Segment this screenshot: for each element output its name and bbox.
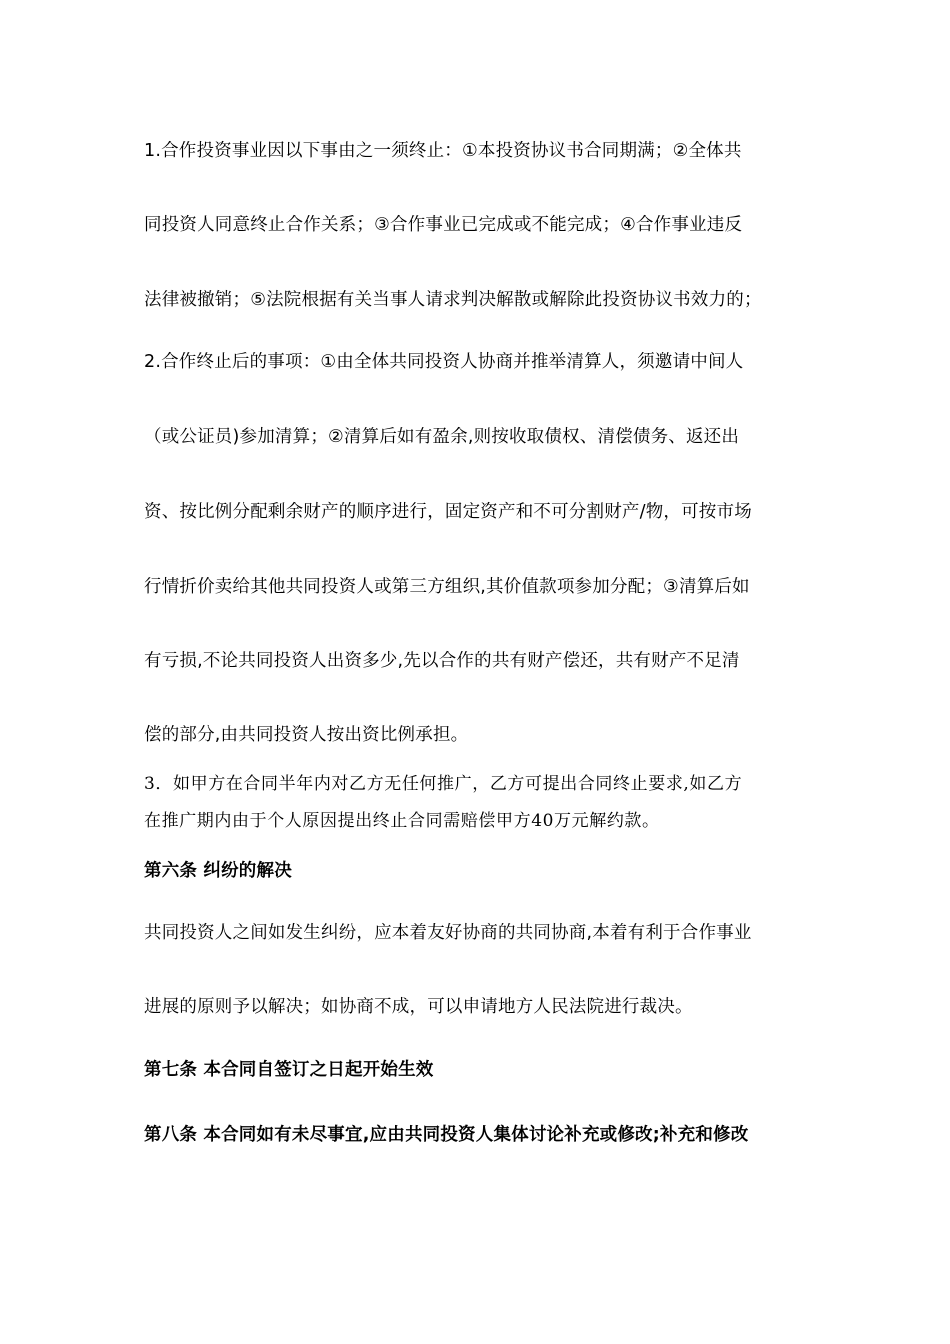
clause-5-item-2-line-4: 行情折价卖给其他共同投资人或第三方组织,其价值款项参加分配；③清算后如 [144,577,750,597]
article-6-body-line-2: 进展的原则予以解决；如协商不成，可以申请地方人民法院进行裁决。 [144,997,693,1017]
clause-5-item-2-line-6: 偿的部分,由共同投资人按出资比例承担。 [144,725,469,745]
clause-5-item-1-line-3: 法律被撤销；⑤法院根据有关当事人请求判决解散或解除此投资协议书效力的； [144,290,762,310]
clause-5-item-1-line-1: 1.合作投资事业因以下事由之一须终止：①本投资协议书合同期满；②全体共 [144,141,742,161]
article-8-heading: 第八条 本合同如有未尽事宜,应由共同投资人集体讨论补充或修改;补充和修改 [144,1125,749,1145]
article-6-heading: 第六条 纠纷的解决 [144,861,292,881]
clause-5-item-3-line-1: 3．如甲方在合同半年内对乙方无任何推广，乙方可提出合同终止要求,如乙方 [144,774,743,794]
clause-5-item-1-line-2: 同投资人同意终止合作关系；③合作事业已完成或不能完成；④合作事业违反 [144,215,743,235]
article-6-body-line-1: 共同投资人之间如发生纠纷，应本着友好协商的共同协商,本着有利于合作事业 [144,923,752,943]
clause-5-item-2-line-1: 2.合作终止后的事项：①由全体共同投资人协商并推举清算人，须邀请中间人 [144,352,744,372]
clause-5-item-3-line-2: 在推广期内由于个人原因提出终止合同需赔偿甲方40万元解约款。 [144,811,660,831]
clause-5-item-2-line-3: 资、按比例分配剩余财产的顺序进行，固定资产和不可分割财产/物，可按市场 [144,502,752,522]
clause-5-item-2-line-2: （或公证员)参加清算；②清算后如有盈余,则按收取债权、清偿债务、返还出 [144,427,740,447]
clause-5-item-2-line-5: 有亏损,不论共同投资人出资多少,先以合作的共有财产偿还，共有财产不足清 [144,651,740,671]
article-7-heading: 第七条 本合同自签订之日起开始生效 [144,1060,434,1080]
